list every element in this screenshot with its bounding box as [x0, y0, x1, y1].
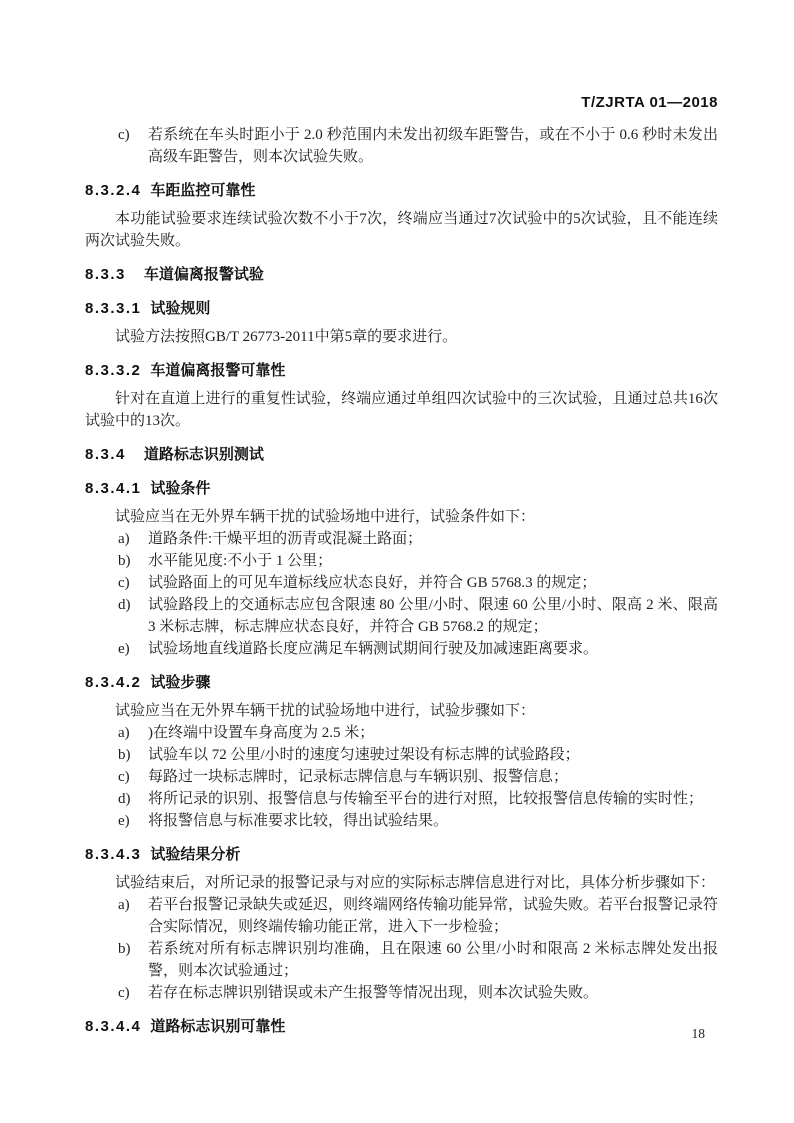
section-number: 8.3.3 [85, 266, 126, 283]
list-item-marker: a) [118, 725, 130, 741]
section-number: 8.3.4.3 [85, 846, 142, 863]
list-item-text: 水平能见度:不小于 1 公里； [148, 553, 333, 569]
list-item [85, 722, 718, 744]
list-item-text: 若平台报警记录缺失或延迟，则终端网络传输功能异常，试验失败。若平台报警记录符合实际情况，则终端传输功能正常，进入下一步检验； [148, 897, 719, 935]
page-number: 18 [691, 1026, 705, 1041]
list-item-text: 试验路面上的可见车道标线应状态良好，并符合 GB 5768.3 的规定； [148, 575, 597, 591]
section-title: 道路标志识别测试 [143, 446, 264, 463]
section-title: 道路标志识别可靠性 [150, 1018, 286, 1035]
section-title: 试验条件 [150, 480, 211, 497]
section-number: 8.3.4.2 [85, 674, 142, 691]
list-item [85, 572, 718, 594]
paragraph: 试验应当在无外界车辆干扰的试验场地中进行，试验步骤如下： [115, 703, 536, 719]
section-heading [85, 360, 718, 382]
list-item-text: 若系统对所有标志牌识别均准确，且在限速 60 公里/小时和限高 2 米标志牌处发出报警，则本次试验通过； [148, 941, 718, 979]
list-item-marker: c) [118, 769, 130, 785]
list-item-text: 试验场地直线道路长度应满足车辆测试期间行驶及加减速距离要求。 [148, 641, 599, 657]
section-heading [85, 478, 718, 500]
list-item [85, 528, 718, 550]
paragraph: 试验方法按照GB/T 26773-2011中第5章的要求进行。 [115, 329, 458, 345]
list-item-text: 试验路段上的交通标志应包含限速 80 公里/小时、限速 60 公里/小时、限高 2 米、限高 3 米标志牌，标志牌应状态良好，并符合 GB 5768.2 的规定； [148, 597, 718, 635]
section-heading [85, 672, 718, 694]
list-item-text: 将所记录的识别、报警信息与传输至平台的进行对照，比较报警信息传输的实时性； [148, 791, 704, 807]
section-title: 试验规则 [150, 300, 211, 317]
section-title: 车距监控可靠性 [150, 182, 256, 199]
section-number: 8.3.2.4 [85, 182, 142, 199]
list-item-text: 每路过一块标志牌时，记录标志牌信息与车辆识别、报警信息； [148, 769, 569, 785]
section-title: 试验步骤 [150, 674, 211, 691]
list-item [85, 938, 718, 982]
list-item [85, 744, 718, 766]
list-item-text: 道路条件:干燥平坦的沥青或混凝土路面； [148, 531, 423, 547]
list-item [85, 550, 718, 572]
section-heading [85, 180, 718, 202]
section-number: 8.3.4.4 [85, 1018, 142, 1035]
list-item [85, 124, 718, 168]
section-title: 试验结果分析 [150, 846, 241, 863]
section-number: 8.3.3.1 [85, 300, 142, 317]
list-item [85, 810, 718, 832]
section-title: 车道偏离报警试验 [143, 266, 264, 283]
paragraph: 针对在直道上进行的重复性试验，终端应通过单组四次试验中的三次试验，且通过总共16次试验中的13次。 [85, 391, 718, 429]
document-code-header: T/ZJRTA 01—2018 [581, 94, 718, 111]
list-item [85, 788, 718, 810]
list-item-marker: d) [118, 791, 131, 807]
list-item [85, 982, 718, 1004]
list-item-marker: a) [118, 897, 130, 913]
paragraph: 本功能试验要求连续试验次数不小于7次，终端应当通过7次试验中的5次试验，且不能连续两次试验失败。 [85, 211, 718, 249]
section-number: 8.3.4.1 [85, 480, 142, 497]
list-item-text: 试验车以 72 公里/小时的速度匀速驶过架设有标志牌的试验路段； [148, 747, 580, 763]
list-item-marker: e) [118, 641, 130, 657]
list-item-marker: d) [118, 597, 131, 613]
list-item-marker: a) [118, 531, 130, 547]
section-heading [85, 298, 718, 320]
list-item [85, 766, 718, 788]
list-item-marker: b) [118, 941, 131, 957]
section-number: 8.3.3.2 [85, 362, 142, 379]
paragraph: 试验结束后，对所记录的报警记录与对应的实际标志牌信息进行对比，具体分析步骤如下： [115, 875, 716, 891]
section-heading [85, 1016, 718, 1038]
list-item-marker: b) [118, 553, 131, 569]
list-item-text: 将报警信息与标准要求比较，得出试验结果。 [148, 813, 449, 829]
paragraph: 试验应当在无外界车辆干扰的试验场地中进行，试验条件如下： [115, 509, 536, 525]
list-item-text: )在终端中设置车身高度为 2.5 米； [148, 725, 375, 741]
section-heading [85, 264, 718, 286]
list-item-text: 若系统在车头时距小于 2.0 秒范围内未发出初级车距警告，或在不小于 0.6 秒时未发出高级车距警告，则本次试验失败。 [148, 127, 718, 165]
list-item-marker: b) [118, 747, 131, 763]
list-item-marker: c) [118, 985, 130, 1001]
list-item-marker: c) [118, 127, 130, 143]
section-heading [85, 844, 718, 866]
document-body [85, 124, 718, 1038]
list-item [85, 638, 718, 660]
list-item-marker: c) [118, 575, 130, 591]
list-item [85, 594, 718, 638]
section-title: 车道偏离报警可靠性 [150, 362, 286, 379]
list-item-marker: e) [118, 813, 130, 829]
section-heading [85, 444, 718, 466]
section-number: 8.3.4 [85, 446, 126, 463]
list-item [85, 894, 718, 938]
list-item-text: 若存在标志牌识别错误或未产生报警等情况出现，则本次试验失败。 [148, 985, 599, 1001]
